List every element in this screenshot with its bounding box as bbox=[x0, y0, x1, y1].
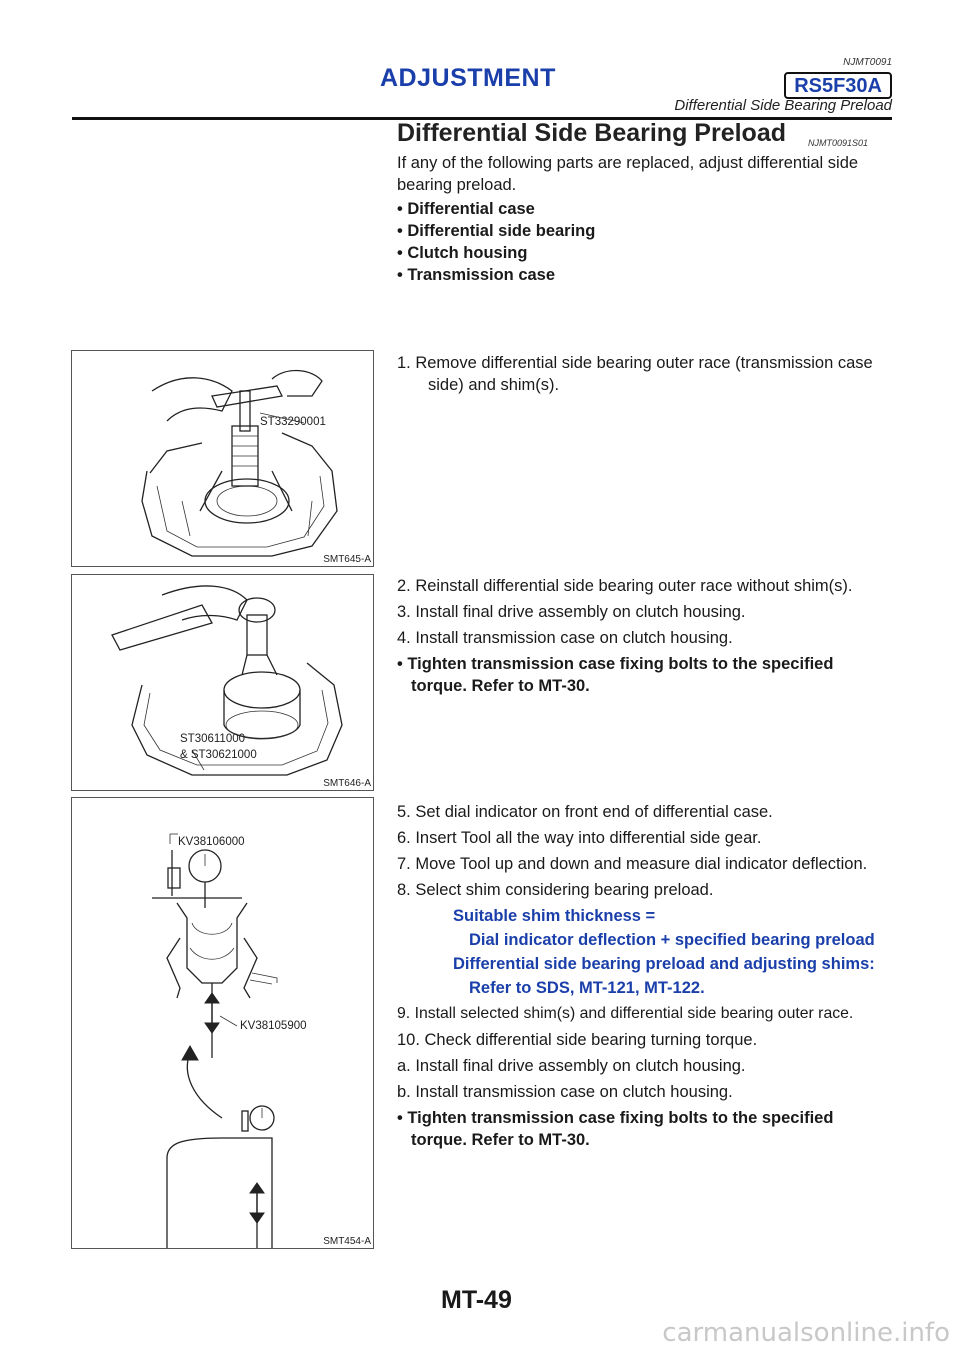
bullet-glyph: • bbox=[397, 1109, 403, 1127]
torque-note-line-2: torque. Refer to MT-30. bbox=[411, 1131, 590, 1149]
model-badge: RS5F30A bbox=[784, 72, 892, 99]
figure-caption: SMT454-A bbox=[323, 1236, 371, 1247]
list-item bbox=[397, 264, 897, 286]
step-10: 10. Check differential side bearing turning torque. bbox=[397, 1031, 758, 1049]
bullet-glyph: • bbox=[397, 200, 403, 218]
step-2: 2. Reinstall differential side bearing outer race without shim(s). bbox=[397, 577, 853, 595]
figure-illustration bbox=[72, 798, 373, 1248]
steps-2-to-4 bbox=[397, 575, 897, 697]
steps-5-to-10 bbox=[397, 801, 897, 1151]
bullet-glyph: • bbox=[397, 266, 403, 284]
torque-note-line-2: torque. Refer to MT-30. bbox=[411, 677, 590, 695]
torque-note-line-1: Tighten transmission case fixing bolts to the specified bbox=[407, 655, 834, 673]
watermark: carmanualsonline.info bbox=[662, 1318, 950, 1348]
figure-illustration bbox=[72, 351, 373, 566]
bolt-callout-lines bbox=[182, 501, 312, 536]
list-item-text: Transmission case bbox=[407, 266, 556, 284]
section-title: Differential Side Bearing Preload bbox=[397, 119, 786, 147]
step-3: 3. Install final drive assembly on clutch housing. bbox=[397, 603, 746, 621]
list-item-text: Differential case bbox=[407, 200, 535, 218]
tool-callout-a: ST30611000 bbox=[180, 733, 246, 745]
list-item-text: Differential side bearing bbox=[407, 222, 596, 240]
step-6: 6. Insert Tool all the way into differential side gear. bbox=[397, 829, 762, 847]
figure-caption: SMT645-A bbox=[323, 554, 371, 565]
bullet-glyph: • bbox=[397, 244, 403, 262]
section-ref-code: NJMT0091S01 bbox=[808, 138, 869, 148]
step-7: 7. Move Tool up and down and measure dial indicator deflection. bbox=[397, 855, 868, 873]
step-5: 5. Set dial indicator on front end of differential case. bbox=[397, 803, 773, 821]
page-number: MT-49 bbox=[441, 1286, 512, 1314]
intro-line-2: bearing preload. bbox=[397, 176, 517, 194]
tool-callout-b: KV38105900 bbox=[240, 1020, 307, 1032]
figure-caption: SMT646-A bbox=[323, 778, 371, 789]
tool-callout: ST33290001 bbox=[260, 416, 326, 428]
list-item-text: Clutch housing bbox=[407, 244, 528, 262]
tool-callout-a: KV38106000 bbox=[178, 836, 245, 848]
step-1 bbox=[397, 352, 897, 396]
step-9: 9. Install selected shim(s) and differential side bearing outer race. bbox=[397, 1005, 854, 1022]
header-ref-code: NJMT0091 bbox=[843, 57, 892, 68]
bullet-glyph: • bbox=[397, 655, 403, 673]
header-subtitle: Differential Side Bearing Preload bbox=[674, 97, 892, 114]
torque-note bbox=[397, 1107, 897, 1129]
step-1-line-2: side) and shim(s). bbox=[428, 376, 560, 394]
list-item bbox=[397, 242, 897, 264]
list-item bbox=[397, 220, 897, 242]
tool-callout-b: & ST30621000 bbox=[180, 749, 257, 761]
step-1-line-1: 1. Remove differential side bearing outer race (transmission case bbox=[397, 354, 873, 372]
step-b: b. Install transmission case on clutch housing. bbox=[397, 1083, 733, 1101]
bullet-glyph: • bbox=[397, 222, 403, 240]
figure-outer-race-install bbox=[71, 574, 374, 791]
figure-outer-race-removal bbox=[71, 350, 374, 567]
list-item bbox=[397, 198, 897, 220]
figure-dial-indicator bbox=[71, 797, 374, 1249]
step-8: 8. Select shim considering bearing preload. bbox=[397, 881, 714, 899]
intro-line-1: If any of the following parts are replaced, adjust differential side bbox=[397, 154, 859, 172]
torque-note-line-1: Tighten transmission case fixing bolts to the specified bbox=[407, 1109, 834, 1127]
replaced-parts-list bbox=[397, 188, 897, 286]
torque-note bbox=[397, 653, 897, 675]
formula-line-c: Differential side bearing preload and adjusting shims: bbox=[453, 955, 875, 973]
step-4: 4. Install transmission case on clutch housing. bbox=[397, 629, 733, 647]
header-title: ADJUSTMENT bbox=[380, 64, 556, 92]
formula-line-a: Suitable shim thickness = bbox=[453, 907, 656, 925]
formula-line-d: Refer to SDS, MT-121, MT-122. bbox=[469, 979, 705, 997]
formula-line-b: Dial indicator deflection + specified bearing preload bbox=[469, 931, 875, 949]
step-a: a. Install final drive assembly on clutch housing. bbox=[397, 1057, 746, 1075]
